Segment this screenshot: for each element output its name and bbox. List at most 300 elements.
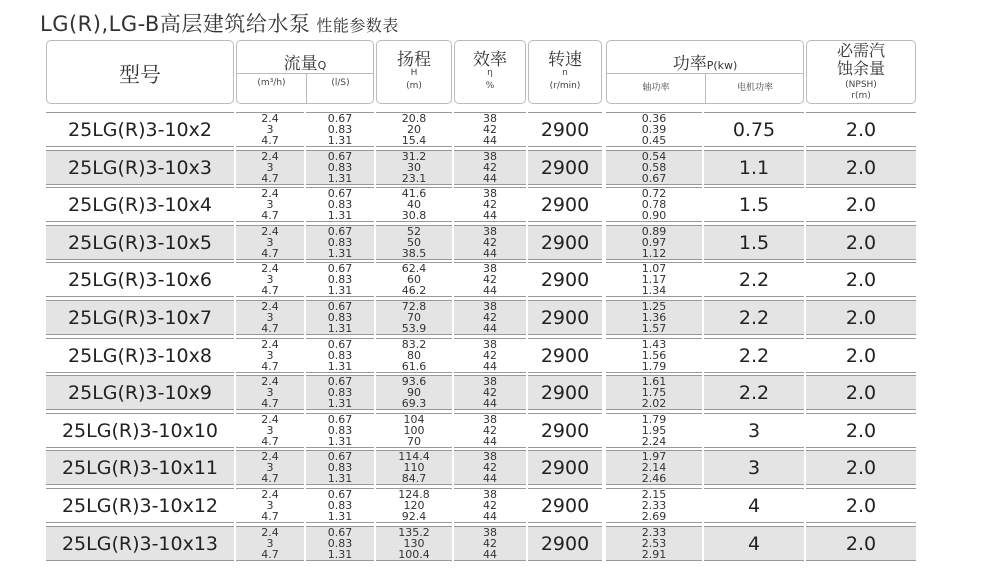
cell-eff-value: 44 [483, 547, 497, 561]
cell-shaft-value: 2.53 [641, 536, 667, 550]
cell-npsh: 2.0 [806, 187, 916, 222]
cell-eff [454, 526, 526, 561]
cell-q2-value: 1.31 [327, 547, 353, 561]
cell-q2-value: 0.83 [327, 235, 353, 249]
cell-h-value: 20.8 [401, 112, 427, 125]
cell-model: 25LG(R)3-10x12 [46, 488, 234, 523]
cell-q2-value: 1.31 [327, 472, 353, 486]
cell-h-value: 100 [403, 423, 425, 437]
header-head-symbol: H [410, 68, 418, 78]
header-npsh-unit: r(m) [851, 91, 871, 101]
header-speed-symbol: n [562, 68, 568, 78]
cell-eff [454, 187, 526, 222]
cell-h-value: 124.8 [398, 488, 430, 501]
cell-q1-value: 3 [266, 311, 274, 324]
cell-speed: 2900 [528, 225, 602, 260]
cell-eff-value: 38 [483, 337, 497, 351]
cell-speed: 2900 [528, 413, 602, 448]
cell-h-value: 50 [407, 235, 421, 249]
cell-q1-value: 3 [266, 123, 274, 136]
cell-shaft-value: 0.39 [641, 123, 667, 136]
cell-q2 [306, 488, 374, 523]
cell-q2 [306, 225, 374, 260]
cell-q1-value: 3 [266, 461, 274, 475]
cell-model: 25LG(R)3-10x2 [46, 112, 234, 147]
cell-h-value: 62.4 [401, 262, 427, 276]
header-npsh [806, 40, 916, 104]
cell-q2-value: 0.83 [327, 160, 353, 174]
cell-q2-value: 0.67 [327, 149, 353, 163]
cell-model: 25LG(R)3-10x13 [46, 526, 234, 561]
cell-h-value: 70 [407, 311, 421, 324]
cell-h-value: 40 [407, 198, 421, 212]
cell-h [376, 225, 452, 260]
cell-shaft-value: 0.67 [641, 171, 667, 185]
cell-shaft-value: 0.58 [641, 160, 667, 174]
cell-eff [454, 225, 526, 260]
cell-q1-value: 3 [266, 499, 274, 512]
cell-eff-value: 42 [483, 273, 497, 287]
cell-eff [454, 262, 526, 297]
cell-speed: 2900 [528, 338, 602, 373]
cell-shaft-value: 0.54 [641, 149, 667, 163]
cell-eff-value: 38 [483, 375, 497, 389]
cell-shaft-value: 1.97 [641, 450, 667, 464]
cell-shaft-value: 1.25 [641, 300, 667, 313]
cell-q2-value: 0.67 [327, 262, 353, 276]
cell-eff [454, 150, 526, 185]
cell-shaft-value: 1.79 [641, 359, 667, 373]
header-eff-symbol: η [487, 68, 493, 78]
table-row [0, 338, 1000, 375]
cell-h-value: 30.8 [401, 209, 427, 223]
cell-q2-value: 0.67 [327, 224, 353, 238]
cell-model: 25LG(R)3-10x9 [46, 375, 234, 410]
cell-h-value: 70 [407, 434, 421, 448]
cell-shaft-value: 2.46 [641, 472, 667, 486]
cell-h-value: 90 [407, 386, 421, 400]
cell-q2-value: 0.67 [327, 488, 353, 501]
header-flow-label: 流量Q [283, 54, 327, 74]
cell-q1-value: 4.7 [261, 209, 279, 223]
header-npsh-line2: 蚀余量 [836, 59, 885, 78]
cell-model: 25LG(R)3-10x3 [46, 150, 234, 185]
table-row [0, 413, 1000, 450]
cell-shaft-value: 1.12 [641, 246, 667, 260]
cell-h [376, 338, 452, 373]
cell-model: 25LG(R)3-10x5 [46, 225, 234, 260]
cell-npsh: 2.0 [806, 112, 916, 147]
header-speed-label: 转速 [548, 50, 582, 70]
cell-shaft [606, 526, 702, 561]
cell-q2-value: 0.83 [327, 198, 353, 212]
cell-q1-value: 2.4 [261, 412, 279, 426]
cell-h-value: 38.5 [401, 246, 427, 260]
cell-q2-value: 0.83 [327, 348, 353, 362]
cell-q1-value: 3 [266, 198, 274, 212]
cell-shaft [606, 375, 702, 410]
header-power [606, 40, 804, 104]
header-flow-unit-ls: (l/S) [331, 78, 350, 88]
cell-h [376, 300, 452, 335]
cell-q1-value: 4.7 [261, 171, 279, 185]
cell-q1 [236, 262, 304, 297]
cell-q1 [236, 225, 304, 260]
cell-shaft-value: 1.17 [641, 273, 667, 287]
cell-h-value: 61.6 [401, 359, 427, 373]
cell-q1-value: 2.4 [261, 450, 279, 464]
cell-q1-value: 4.7 [261, 434, 279, 448]
cell-eff-value: 42 [483, 123, 497, 136]
cell-npsh: 2.0 [806, 225, 916, 260]
cell-q1 [236, 450, 304, 485]
cell-h-value: 23.1 [401, 171, 427, 185]
cell-q2 [306, 526, 374, 561]
cell-npsh: 2.0 [806, 488, 916, 523]
cell-h-value: 114.4 [398, 450, 430, 464]
cell-model: 25LG(R)3-10x8 [46, 338, 234, 373]
cell-eff-value: 44 [483, 209, 497, 223]
cell-q2-value: 0.67 [327, 450, 353, 464]
cell-shaft-value: 0.97 [641, 235, 667, 249]
cell-q1 [236, 488, 304, 523]
document-title [40, 8, 399, 38]
cell-shaft [606, 112, 702, 147]
cell-speed: 2900 [528, 488, 602, 523]
header-head [376, 40, 452, 104]
cell-q1-value: 4.7 [261, 510, 279, 523]
cell-shaft-value: 0.72 [641, 187, 667, 201]
cell-h-value: 100.4 [398, 547, 430, 561]
cell-h-value: 72.8 [401, 300, 427, 313]
table-row [0, 187, 1000, 224]
cell-h-value: 52 [407, 224, 421, 238]
cell-shaft-value: 2.69 [641, 510, 667, 523]
cell-q1-value: 4.7 [261, 134, 279, 147]
cell-eff-value: 42 [483, 536, 497, 550]
cell-speed: 2900 [528, 526, 602, 561]
cell-shaft [606, 450, 702, 485]
cell-h [376, 187, 452, 222]
cell-npsh: 2.0 [806, 450, 916, 485]
header-power-label: 功率P(kw) [672, 54, 738, 74]
cell-eff-value: 42 [483, 499, 497, 512]
cell-h [376, 488, 452, 523]
cell-h-value: 120 [403, 499, 425, 512]
cell-q2-value: 0.67 [327, 412, 353, 426]
cell-q2-value: 0.67 [327, 112, 353, 125]
cell-shaft-value: 1.57 [641, 322, 667, 335]
cell-eff [454, 112, 526, 147]
cell-q2-value: 0.83 [327, 536, 353, 550]
cell-shaft-value: 0.89 [641, 224, 667, 238]
cell-q2 [306, 300, 374, 335]
title-sub: 性能参数表 [316, 16, 399, 35]
cell-h-value: 20 [407, 123, 421, 136]
cell-npsh: 2.0 [806, 413, 916, 448]
cell-h-value: 84.7 [401, 472, 427, 486]
cell-h-value: 83.2 [401, 337, 427, 351]
cell-q2-value: 0.83 [327, 273, 353, 287]
cell-q2 [306, 187, 374, 222]
cell-motor: 1.1 [704, 150, 804, 185]
table-row [0, 375, 1000, 412]
cell-eff [454, 413, 526, 448]
cell-eff-value: 42 [483, 198, 497, 212]
cell-q2-value: 0.83 [327, 423, 353, 437]
cell-q1-value: 2.4 [261, 224, 279, 238]
cell-npsh: 2.0 [806, 526, 916, 561]
cell-model: 25LG(R)3-10x4 [46, 187, 234, 222]
cell-q2 [306, 150, 374, 185]
cell-shaft-value: 0.36 [641, 112, 667, 125]
cell-eff-value: 44 [483, 359, 497, 373]
cell-eff-value: 38 [483, 450, 497, 464]
cell-q2 [306, 262, 374, 297]
cell-q1-value: 2.4 [261, 337, 279, 351]
cell-q1-value: 2.4 [261, 300, 279, 313]
cell-shaft-value: 2.91 [641, 547, 667, 561]
cell-eff-value: 38 [483, 262, 497, 276]
table-row [0, 450, 1000, 487]
cell-shaft-value: 1.34 [641, 284, 667, 298]
cell-q1-value: 4.7 [261, 322, 279, 335]
cell-shaft-value: 0.45 [641, 134, 667, 147]
cell-motor: 3 [704, 413, 804, 448]
cell-motor: 4 [704, 488, 804, 523]
cell-h-value: 130 [403, 536, 425, 550]
cell-q1-value: 3 [266, 160, 274, 174]
table-row [0, 262, 1000, 299]
cell-q2-value: 0.83 [327, 311, 353, 324]
cell-motor: 2.2 [704, 375, 804, 410]
cell-eff-value: 38 [483, 187, 497, 201]
cell-h-value: 93.6 [401, 375, 427, 389]
cell-q2-value: 0.67 [327, 337, 353, 351]
cell-eff [454, 488, 526, 523]
cell-shaft [606, 187, 702, 222]
cell-shaft [606, 150, 702, 185]
cell-q2-value: 1.31 [327, 284, 353, 298]
header-motor-power: 电机功率 [736, 83, 773, 93]
header-flow-unit-m3h: (m³/h) [257, 78, 286, 88]
table-row [0, 150, 1000, 187]
cell-motor: 3 [704, 450, 804, 485]
cell-eff-value: 42 [483, 423, 497, 437]
table-row [0, 225, 1000, 262]
cell-h [376, 112, 452, 147]
cell-q2-value: 1.31 [327, 510, 353, 523]
cell-q1-value: 2.4 [261, 488, 279, 501]
cell-eff-value: 38 [483, 412, 497, 426]
cell-h-value: 41.6 [401, 187, 427, 201]
cell-eff-value: 38 [483, 224, 497, 238]
cell-speed: 2900 [528, 450, 602, 485]
header-speed-unit: (r/min) [549, 81, 581, 91]
cell-q1 [236, 150, 304, 185]
cell-eff-value: 44 [483, 134, 497, 147]
cell-q1 [236, 526, 304, 561]
cell-q1-value: 4.7 [261, 246, 279, 260]
cell-q2-value: 1.31 [327, 322, 353, 335]
cell-q2 [306, 450, 374, 485]
header-eff-label: 效率 [473, 50, 507, 70]
cell-q1-value: 3 [266, 273, 274, 287]
cell-model: 25LG(R)3-10x10 [46, 413, 234, 448]
cell-h-value: 46.2 [401, 284, 427, 298]
cell-q2 [306, 413, 374, 448]
cell-shaft [606, 300, 702, 335]
cell-shaft-value: 0.90 [641, 209, 667, 223]
cell-h [376, 413, 452, 448]
cell-speed: 2900 [528, 300, 602, 335]
cell-shaft-value: 1.95 [641, 423, 667, 437]
cell-eff-value: 44 [483, 472, 497, 486]
cell-eff-value: 42 [483, 311, 497, 324]
cell-eff [454, 375, 526, 410]
cell-npsh: 2.0 [806, 262, 916, 297]
cell-motor: 2.2 [704, 338, 804, 373]
cell-q2 [306, 375, 374, 410]
cell-eff-value: 38 [483, 112, 497, 125]
cell-h-value: 31.2 [401, 149, 427, 163]
cell-eff-value: 42 [483, 386, 497, 400]
header-head-label: 扬程 [397, 50, 431, 70]
cell-npsh: 2.0 [806, 338, 916, 373]
cell-q2-value: 1.31 [327, 246, 353, 260]
cell-eff-value: 38 [483, 300, 497, 313]
cell-shaft [606, 488, 702, 523]
cell-speed: 2900 [528, 187, 602, 222]
cell-eff-value: 44 [483, 397, 497, 411]
cell-npsh: 2.0 [806, 375, 916, 410]
cell-h-value: 92.4 [401, 510, 427, 523]
cell-eff [454, 300, 526, 335]
cell-q2-value: 1.31 [327, 134, 353, 147]
cell-q1-value: 4.7 [261, 359, 279, 373]
cell-q2-value: 1.31 [327, 434, 353, 448]
cell-shaft-value: 1.43 [641, 337, 667, 351]
cell-motor: 1.5 [704, 187, 804, 222]
cell-h-value: 104 [403, 412, 425, 426]
header-eff-unit: % [485, 81, 495, 91]
cell-h-value: 60 [407, 273, 421, 287]
cell-q1 [236, 300, 304, 335]
cell-h-value: 15.4 [401, 134, 427, 147]
cell-shaft-value: 2.15 [641, 488, 667, 501]
cell-q2-value: 0.83 [327, 461, 353, 475]
header-flow [236, 40, 374, 104]
cell-h-value: 110 [403, 461, 425, 475]
cell-q1 [236, 413, 304, 448]
cell-q1-value: 4.7 [261, 397, 279, 411]
cell-h [376, 526, 452, 561]
cell-shaft-value: 1.36 [641, 311, 667, 324]
title-main: LG(R),LG-B高层建筑给水泵 [40, 12, 311, 36]
cell-h-value: 135.2 [398, 525, 430, 539]
cell-motor: 2.2 [704, 262, 804, 297]
cell-shaft-value: 2.33 [641, 499, 667, 512]
cell-q2-value: 0.67 [327, 375, 353, 389]
cell-model: 25LG(R)3-10x7 [46, 300, 234, 335]
cell-npsh: 2.0 [806, 150, 916, 185]
cell-q2-value: 1.31 [327, 397, 353, 411]
cell-q2-value: 1.31 [327, 171, 353, 185]
cell-npsh: 2.0 [806, 300, 916, 335]
table-row [0, 526, 1000, 563]
cell-eff-value: 42 [483, 348, 497, 362]
header-efficiency [454, 40, 526, 104]
cell-eff [454, 338, 526, 373]
cell-h [376, 375, 452, 410]
header-shaft-power: 轴功率 [642, 83, 670, 93]
cell-q1-value: 3 [266, 536, 274, 550]
cell-eff-value: 38 [483, 525, 497, 539]
cell-q1-value: 2.4 [261, 375, 279, 389]
cell-h-value: 30 [407, 160, 421, 174]
cell-motor: 4 [704, 526, 804, 561]
cell-q2-value: 0.67 [327, 300, 353, 313]
header-model [46, 40, 234, 104]
cell-q2-value: 1.31 [327, 359, 353, 373]
cell-q2-value: 1.31 [327, 209, 353, 223]
cell-shaft-value: 1.56 [641, 348, 667, 362]
cell-h [376, 450, 452, 485]
cell-motor: 1.5 [704, 225, 804, 260]
cell-q1-value: 3 [266, 423, 274, 437]
cell-q1 [236, 375, 304, 410]
cell-shaft-value: 1.07 [641, 262, 667, 276]
cell-shaft-value: 1.61 [641, 375, 667, 389]
cell-shaft [606, 262, 702, 297]
cell-h-value: 69.3 [401, 397, 427, 411]
table-row [0, 112, 1000, 149]
cell-h [376, 150, 452, 185]
cell-shaft-value: 1.75 [641, 386, 667, 400]
cell-q2-value: 0.67 [327, 525, 353, 539]
cell-model: 25LG(R)3-10x11 [46, 450, 234, 485]
cell-shaft-value: 2.24 [641, 434, 667, 448]
cell-q1-value: 2.4 [261, 525, 279, 539]
header-npsh-line1: 必需汽 [836, 41, 885, 60]
cell-motor: 0.75 [704, 112, 804, 147]
header-model-label: 型号 [119, 63, 161, 87]
cell-motor: 2.2 [704, 300, 804, 335]
header-speed [528, 40, 602, 104]
cell-q2-value: 0.67 [327, 187, 353, 201]
table-row [0, 488, 1000, 525]
cell-q2-value: 0.83 [327, 499, 353, 512]
header-npsh-symbol: (NPSH) [845, 80, 877, 90]
cell-shaft-value: 0.78 [641, 198, 667, 212]
cell-q2 [306, 112, 374, 147]
cell-q1-value: 2.4 [261, 112, 279, 125]
cell-q1-value: 2.4 [261, 187, 279, 201]
cell-eff-value: 44 [483, 246, 497, 260]
cell-speed: 2900 [528, 375, 602, 410]
cell-h-value: 53.9 [401, 322, 427, 335]
cell-shaft [606, 225, 702, 260]
cell-h-value: 80 [407, 348, 421, 362]
cell-q1-value: 3 [266, 348, 274, 362]
cell-eff-value: 44 [483, 434, 497, 448]
cell-eff-value: 44 [483, 171, 497, 185]
cell-eff-value: 44 [483, 322, 497, 335]
cell-q1-value: 3 [266, 235, 274, 249]
cell-q2 [306, 338, 374, 373]
cell-q1 [236, 112, 304, 147]
cell-q1-value: 2.4 [261, 262, 279, 276]
